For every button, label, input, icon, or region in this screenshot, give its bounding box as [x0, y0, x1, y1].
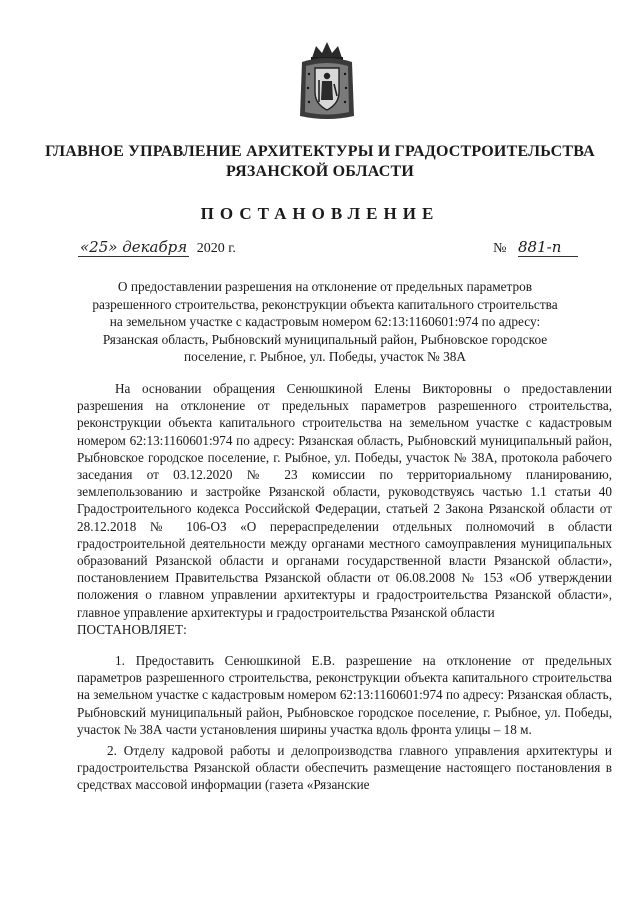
subject-line: Рязанская область, Рыбновский муниципальный район, Рыбновское городское	[102, 331, 548, 347]
coat-of-arms-icon	[298, 40, 356, 122]
document-subject	[80, 278, 570, 366]
item-2-paragraph: 2. Отделу кадровой работы и делопроизводства главного управления архитектуры и градостроительства Рязанской области обеспечить размещение настоящего постановления в средствах массовой информации (газета «Рязанские	[77, 743, 612, 793]
preamble-paragraph: На основании обращения Сенюшкиной Елены Викторовны о предоставлении разрешения на отклонение от предельных параметров разрешенного строительства, реконструкции объекта капитального строительства на земельном участке с кадастровым номером 62:13:1160601:974 по адресу: Рязанская область, Рыбновский муниципальный район, Рыбновское городское поселение, г. Рыбное, ул. Победы, участок № 38А, протокола рабочего заседания от 03.12.2020 № 23 комиссии по территориальному планированию, землепользованию и застройке Рязанской области, руководствуясь частью 1.1 статьи 40 Градостроительного кодекса Российской Федерации, статьей 2 Закона Рязанской области от 28.12.2018 № 106-ОЗ «О перераспределении отдельных полномочий в области градостроительной деятельности между органами местного самоуправления муниципальных образований Рязанской области и органами государственной власти Рязанской области», постановлением Правительства Рязанской области от 06.08.2008 № 153 «Об утверждении положения о главном управлении архитектуры и градостроительства Рязанской области», главное управление архитектуры и градостроительства Рязанской области	[77, 381, 612, 620]
document-body	[77, 380, 612, 794]
subject-line: на земельном участке с кадастровым номером 62:13:1160601:974 по адресу:	[109, 314, 541, 329]
handwritten-date: «25» декабря	[80, 238, 188, 256]
resolves-heading: ПОСТАНОВЛЯЕТ:	[77, 621, 187, 637]
subject-line: О предоставлении разрешения на отклонение от предельных параметров	[117, 279, 533, 294]
document-number	[493, 238, 578, 257]
handwritten-number: 881-п	[518, 238, 578, 257]
document-type-heading: ПОСТАНОВЛЕНИЕ	[200, 204, 440, 223]
organization-title-line1: ГЛАВНОЕ УПРАВЛЕНИЕ АРХИТЕКТУРЫ И ГРАДОСТРОИТЕЛЬСТВА	[45, 143, 595, 160]
number-label: №	[493, 241, 507, 256]
item-1-paragraph: 1. Предоставить Сенюшкиной Е.В. разрешение на отклонение от предельных параметров разрешенного строительства, реконструкции объекта капитального строительства на земельном участке с кадастровым номером 62:13:1160601:974 по адресу: Рязанская область, Рыбновский муниципальный район, Рыбновское городское поселение, г. Рыбное, ул. Победы, участок № 38А части установления ширины участка вдоль фронта улицы – 18 м.	[77, 653, 612, 737]
organization-title-line2: РЯЗАНСКОЙ ОБЛАСТИ	[225, 163, 414, 180]
date-number-line	[78, 238, 608, 262]
subject-line: разрешенного строительства, реконструкции объекта капитального строительства	[92, 296, 558, 312]
subject-line: поселение, г. Рыбное, ул. Победы, участок № 38А	[184, 349, 466, 364]
date-year: 2020 г.	[196, 241, 236, 256]
